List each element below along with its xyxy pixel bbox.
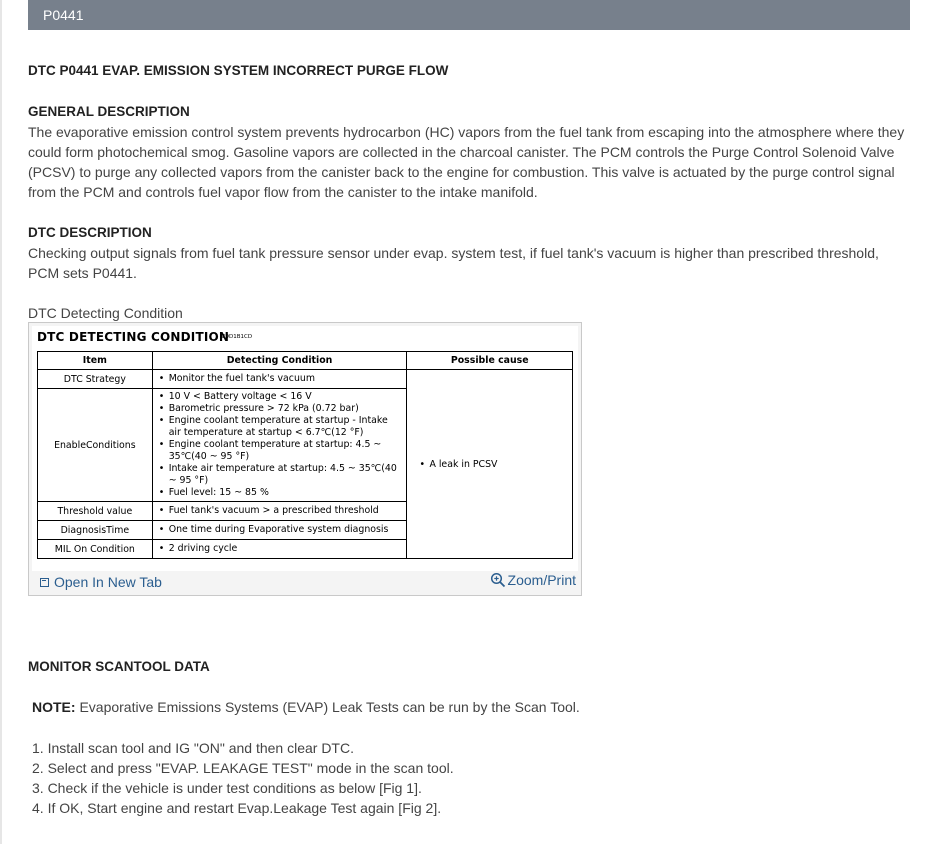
note-text: Evaporative Emissions Systems (EVAP) Leak Tests can be run by the Scan Tool. bbox=[75, 699, 580, 715]
header-condition: Detecting Condition bbox=[152, 352, 407, 370]
row-item: Threshold value bbox=[38, 502, 153, 521]
new-tab-icon bbox=[40, 578, 49, 587]
open-in-new-tab-label: Open In New Tab bbox=[54, 574, 162, 590]
note-label: NOTE: bbox=[32, 699, 76, 715]
header-cause: Possible cause bbox=[407, 352, 573, 370]
zoom-in-icon bbox=[490, 572, 506, 588]
possible-cause: • A leak in PCSV bbox=[419, 459, 568, 470]
open-in-new-tab-link[interactable] bbox=[40, 574, 162, 590]
dtc-description-heading: DTC DESCRIPTION bbox=[28, 225, 152, 240]
condition-item: • Engine coolant temperature at startup: 4.5 ~ 35℃(40 ~ 95 °F) bbox=[159, 439, 403, 463]
condition-item: • Intake air temperature at startup: 4.5 ~ 35℃(40 ~ 95 °F) bbox=[159, 463, 403, 487]
note-paragraph bbox=[32, 697, 910, 717]
table-header-row bbox=[38, 352, 573, 370]
header-item: Item bbox=[38, 352, 153, 370]
figure-caption: DTC Detecting Condition bbox=[28, 305, 183, 321]
left-border bbox=[0, 0, 2, 844]
monitor-scantool-heading: MONITOR SCANTOOL DATA bbox=[28, 659, 210, 674]
figure-code: E9D1B1CD bbox=[222, 334, 253, 340]
detecting-condition-table bbox=[37, 351, 573, 559]
step-item: 4. If OK, Start engine and restart Evap.Leakage Test again [Fig 2]. bbox=[32, 800, 442, 816]
figure-toolbar bbox=[29, 571, 581, 595]
general-description-heading: GENERAL DESCRIPTION bbox=[28, 104, 190, 119]
row-item: DTC Strategy bbox=[38, 370, 153, 389]
row-conditions bbox=[152, 389, 407, 502]
step-item: 1. Install scan tool and IG "ON" and then clear DTC. bbox=[32, 740, 354, 756]
figure-title: DTC DETECTING CONDITION bbox=[37, 330, 230, 344]
general-description-text: The evaporative emission control system prevents hydrocarbon (HC) vapors from the fuel tank from escaping into the atmosphere where they could form photochemical smog. Gasoline vapors are collected in the charcoal canister. The PCM controls the Purge Control Solenoid Valve (PCSV) to purge any collected vapors from the canister back to the engine for combustion. This valve is actuated by the purge control signal from the PCM and controls fuel vapor flow from the canister to the intake manifold. bbox=[28, 124, 905, 200]
possible-cause-cell bbox=[407, 370, 573, 559]
page-header bbox=[28, 0, 910, 30]
condition-item: • Monitor the fuel tank's vacuum bbox=[159, 373, 403, 385]
condition-item: • 10 V < Battery voltage < 16 V bbox=[159, 391, 403, 403]
step-item: 2. Select and press "EVAP. LEAKAGE TEST" mode in the scan tool. bbox=[32, 760, 454, 776]
zoom-print-link[interactable] bbox=[490, 572, 576, 588]
condition-item: • One time during Evaporative system diagnosis bbox=[159, 524, 403, 536]
row-item: DiagnosisTime bbox=[38, 521, 153, 540]
row-conditions bbox=[152, 502, 407, 521]
page-title: P0441 bbox=[43, 7, 84, 23]
row-conditions bbox=[152, 540, 407, 559]
row-item: EnableConditions bbox=[38, 389, 153, 502]
table-row bbox=[38, 370, 573, 389]
dtc-description-text: Checking output signals from fuel tank pressure sensor under evap. system test, if fuel tank's vacuum is higher than prescribed threshold, PCM sets P0441. bbox=[28, 245, 879, 281]
condition-item: • Engine coolant temperature at startup - Intake air temperature at startup < 6.7℃(12 °F) bbox=[159, 415, 403, 439]
row-conditions bbox=[152, 370, 407, 389]
condition-item: • Fuel tank's vacuum > a prescribed threshold bbox=[159, 505, 403, 517]
condition-item: • Fuel level: 15 ~ 85 % bbox=[159, 487, 403, 499]
condition-item: • 2 driving cycle bbox=[159, 543, 403, 555]
zoom-print-label: Zoom/Print bbox=[507, 572, 576, 588]
row-conditions bbox=[152, 521, 407, 540]
step-item: 3. Check if the vehicle is under test conditions as below [Fig 1]. bbox=[32, 780, 422, 796]
condition-item: • Barometric pressure > 72 kPa (0.72 bar) bbox=[159, 403, 403, 415]
dtc-detecting-condition-image bbox=[32, 326, 578, 571]
row-item: MIL On Condition bbox=[38, 540, 153, 559]
figure-container bbox=[28, 322, 582, 596]
dtc-title: DTC P0441 EVAP. EMISSION SYSTEM INCORRECT PURGE FLOW bbox=[28, 63, 449, 78]
